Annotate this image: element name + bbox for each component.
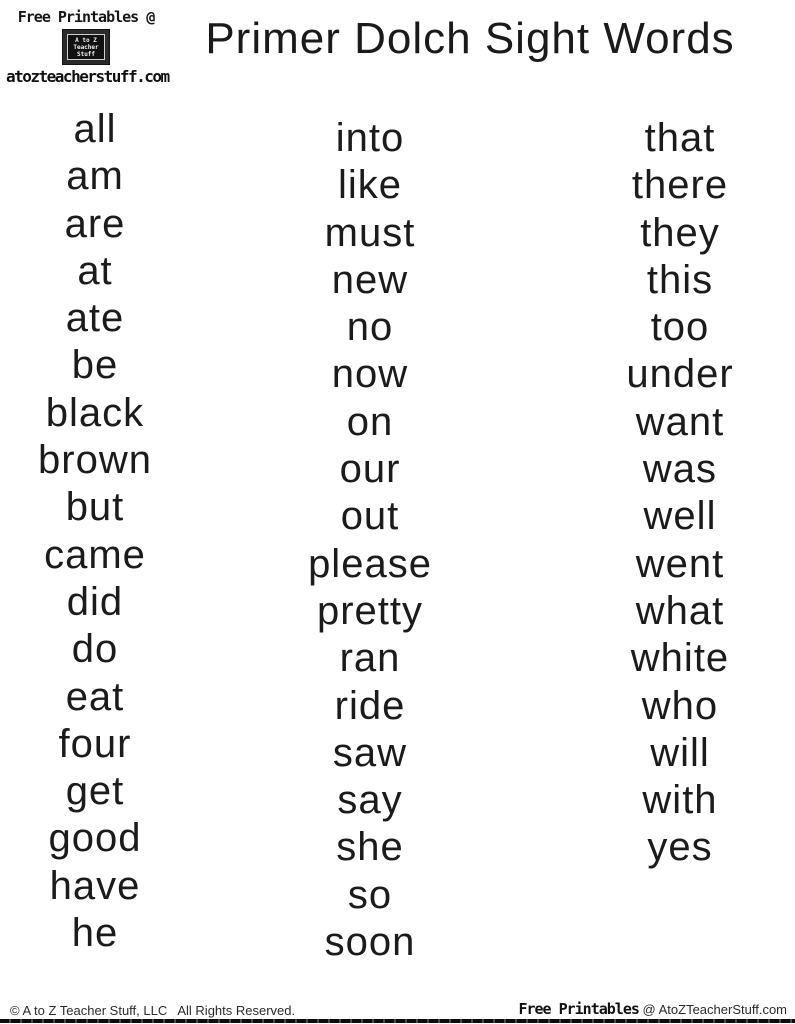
page-title: Primer Dolch Sight Words — [205, 14, 735, 63]
sight-word: she — [336, 825, 404, 870]
sight-word: want — [635, 399, 725, 444]
word-column-1 — [0, 106, 190, 957]
brand-tagline: Free Printables @ — [17, 8, 155, 26]
footer-brand-url: @ AtoZTeacherStuff.com — [642, 1002, 787, 1017]
logo-line-1: A to Z — [75, 36, 97, 44]
footer-brand-name: Free Printables — [518, 1000, 639, 1018]
sight-word: will — [650, 730, 710, 775]
sight-word: out — [340, 494, 400, 539]
logo-line-2: Teacher — [73, 43, 99, 51]
sight-word: now — [331, 352, 409, 397]
sight-word: ride — [334, 683, 406, 728]
sight-word: there — [631, 163, 729, 208]
brand-block — [6, 8, 169, 86]
sight-word: all — [73, 107, 117, 151]
sight-word: soon — [324, 920, 416, 965]
sight-word: do — [71, 627, 119, 672]
sight-word: am — [66, 154, 124, 199]
sight-word: on — [346, 399, 394, 444]
footer-brand — [518, 1000, 787, 1018]
word-column-3 — [585, 115, 775, 872]
sight-word: say — [337, 778, 403, 823]
sight-word: came — [44, 532, 146, 577]
sight-word: yes — [647, 825, 713, 870]
sight-word: get — [65, 769, 125, 814]
sight-word: they — [640, 210, 720, 255]
sight-word: must — [324, 210, 416, 255]
scan-edge-bar — [0, 1019, 795, 1023]
sight-word: four — [58, 721, 132, 766]
sight-word: that — [644, 116, 716, 160]
sight-word: what — [635, 588, 725, 633]
sight-word: brown — [38, 438, 152, 483]
sight-word: so — [347, 872, 393, 917]
sight-word: too — [650, 305, 710, 350]
sight-word: went — [635, 541, 725, 586]
sight-word: like — [337, 163, 403, 208]
brand-url: atozteacherstuff.com — [6, 67, 169, 86]
sight-word: black — [45, 390, 145, 435]
sight-word: be — [71, 343, 119, 388]
sight-word: our — [339, 447, 401, 492]
sight-word: please — [308, 541, 432, 586]
sight-word: under — [626, 352, 734, 397]
sight-word: this — [646, 257, 714, 302]
sight-word: well — [643, 494, 717, 539]
atoz-chalkboard-logo — [63, 30, 109, 64]
word-column-2 — [275, 115, 465, 966]
sight-word: at — [77, 248, 113, 293]
sight-word: no — [346, 305, 394, 350]
sight-word: he — [71, 911, 119, 956]
sight-word: who — [641, 683, 719, 728]
sight-word: are — [64, 201, 126, 246]
sight-word: good — [48, 816, 142, 861]
sight-word: white — [630, 636, 730, 681]
sight-word: have — [49, 863, 141, 908]
sight-word: saw — [332, 730, 408, 775]
sight-word: eat — [65, 674, 125, 719]
sight-word: with — [642, 778, 718, 823]
sight-word: ran — [339, 636, 401, 681]
sight-word: did — [66, 579, 124, 624]
copyright-text: © A to Z Teacher Stuff, LLC All Rights Reserved. — [10, 1003, 296, 1018]
logo-line-3: Stuff — [76, 50, 96, 58]
sight-word: ate — [65, 296, 125, 341]
sight-word: into — [335, 116, 405, 160]
sight-word: was — [642, 447, 718, 492]
sight-word: but — [65, 485, 125, 530]
sight-word: pretty — [316, 588, 424, 633]
sight-word: new — [331, 257, 409, 302]
